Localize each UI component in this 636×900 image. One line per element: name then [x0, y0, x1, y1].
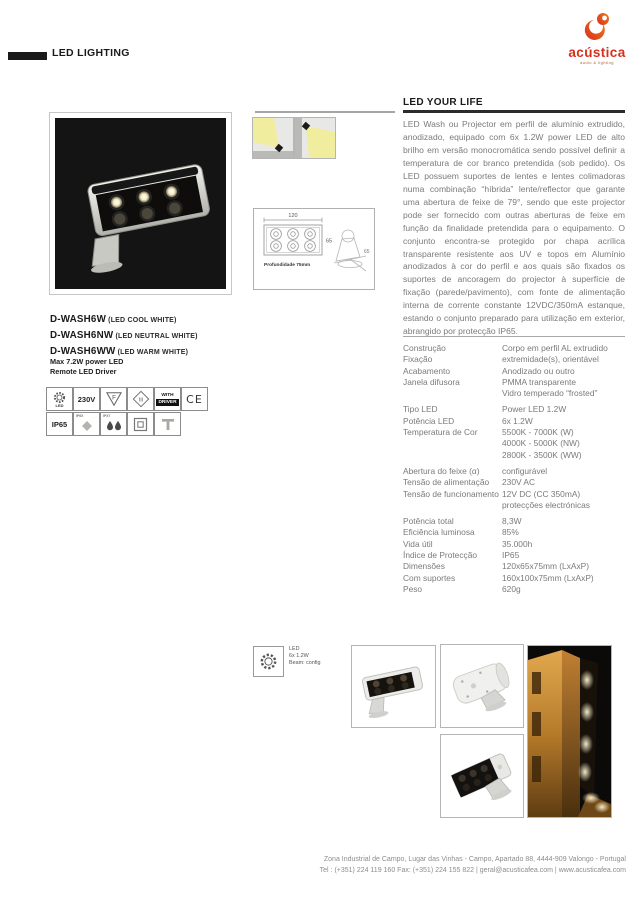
spec-table: [403, 343, 629, 595]
category-bar: [8, 52, 47, 60]
spec-value: 620g: [502, 583, 521, 594]
spec-label: Potência LED: [403, 415, 455, 426]
brand-logo: [560, 12, 634, 65]
spec-label: [403, 438, 502, 449]
product-model: D-WASH6W: [50, 314, 107, 325]
spec-row: [403, 477, 629, 488]
water-drops-icon: [106, 421, 122, 431]
power-note: Max 7.2W power LED: [50, 357, 124, 366]
spec-label: Construção: [403, 343, 446, 353]
product-description: LED Wash ou Projector em perfil de alumínio extrudido, anodizado, equipado com 6x 1.2W power LED de alto brilho em versão monocromática sendo possível definir a temperatura de cor branco pretendida (sob pedido). Os LED possuem suportes de lentes e lentes colimadoras numa combinação “híbrida” lente/reflector que garante uma abertura de feixe de 79°, sendo que este projector pode ser fornecido com outras aberturas de feixe em função da finalidade pretendida para o equipamento. O conjunto encontra-se protegido por chapa acrílica transparente resistente aos UV e topos em Alumínio anodizados à cor do perfil e aos quais são fixados os suportes de ancoragem do projector à superfície de fixação (parede/pavimento), com fonte de alimentação interna de corrente constante 12VDC/350mA estanque, estando o conjunto preparado para utilização em exterior, abrangido por protecção IP65.: [403, 119, 625, 337]
spec-row: [403, 416, 629, 427]
footer: [230, 855, 626, 876]
dim-120: 120: [288, 213, 298, 219]
spec-label: Eficiência luminosa: [403, 527, 475, 538]
spec-label: Dimensões: [403, 561, 445, 572]
spec-value: 120x65x75mm (LxAxP): [502, 561, 590, 572]
svg-text:III: III: [138, 397, 143, 404]
ip65-label: IP65: [51, 419, 68, 429]
led-gear-icon: [53, 391, 66, 404]
fixture-front-illustration: [352, 646, 435, 727]
product-variant: [50, 311, 270, 327]
badge-ip6x-dust: [73, 412, 100, 436]
svg-text:F: F: [111, 394, 116, 402]
badge-ce: [181, 387, 208, 411]
spec-row: [403, 466, 629, 477]
spec-row: [403, 527, 629, 538]
spec-value: 6x 1.2W: [502, 415, 533, 426]
photo-fixture-angled: [440, 734, 524, 818]
dim-65: 65: [326, 238, 333, 245]
spec-value: extremidade(s), orientável: [502, 354, 599, 365]
badge-led: [46, 387, 73, 411]
product-variant-list: [50, 311, 270, 360]
product-model: D-WASH6WW: [50, 346, 116, 358]
spec-label: Tensão de funcionamento: [403, 488, 499, 499]
badge-ipx7-water: [100, 412, 127, 436]
spec-value: IP65: [502, 550, 520, 561]
photo-fixture-front: [351, 645, 436, 728]
footer-contacts: Tel : (+351) 224 119 160 Fax: (+351) 224 155 822 | geral@acusticafea.com | www.acusticafea.com: [319, 866, 626, 874]
led-gear-icon-large: [259, 652, 278, 671]
beam-diagram-uplight: [252, 117, 294, 159]
section-title-rule: [403, 110, 625, 113]
depth-label: Profundidade 75mm: [264, 263, 311, 268]
middle-divider-line: [255, 111, 395, 113]
product-variant-desc: (LED COOL WHITE): [106, 317, 177, 324]
spec-label: Temperatura de Cor: [403, 427, 478, 438]
f-triangle-icon: [105, 391, 123, 407]
spec-row: [403, 377, 629, 388]
hero-black-background: [55, 118, 226, 289]
night-facade-illustration: [528, 646, 611, 817]
uplight-beam-illustration: [253, 118, 293, 158]
spec-value: Anodizado ou outro: [502, 365, 575, 376]
spec-row: [403, 388, 629, 399]
driver-note: Remote LED Driver: [50, 366, 117, 376]
spec-label: [403, 500, 502, 511]
downlight-beam-illustration: [295, 118, 335, 158]
badge-f-mark: [100, 387, 127, 411]
ce-label: CE: [186, 392, 203, 406]
badge-class-iii: [127, 387, 154, 411]
badge-230v-label: 230V: [77, 394, 96, 404]
pole-mount-icon: [160, 417, 176, 432]
spec-label: Tipo LED: [403, 404, 438, 415]
side-dim-65: 65: [364, 249, 370, 255]
spec-value: 5500K - 7000K (W): [502, 427, 574, 438]
brand-name: acústica: [568, 45, 626, 60]
brand-tagline: audio & lighting: [580, 60, 614, 65]
spec-row: [403, 438, 629, 449]
led-config-line2: 6x 1.2W: [289, 653, 309, 659]
spec-value: 160x100x75mm (LxAxP): [502, 572, 594, 583]
footer-address: Zona Industrial de Campo, Lugar das Vinhas - Campo, Apartado 88, 4444-909 Valongo - Portugal: [323, 856, 626, 863]
spec-row: [403, 450, 629, 461]
spec-value: PMMA transparente: [502, 376, 577, 387]
led-config-badge: [253, 646, 284, 677]
class-ii-double-square-icon: [133, 417, 148, 432]
spec-row: [403, 343, 629, 354]
spec-row: [403, 561, 629, 572]
led-config-line3: Beam: config: [289, 660, 321, 666]
category-label: LED LIGHTING: [52, 47, 130, 59]
product-variant-desc: (LED WARM WHITE): [115, 349, 189, 357]
fixture-angled-illustration: [441, 735, 523, 817]
fixture-rear-illustration: [441, 645, 523, 727]
spec-row: [403, 516, 629, 527]
spec-value: Power LED 1.2W: [502, 404, 567, 415]
dimension-drawing: [254, 209, 374, 289]
technical-drawing: [253, 208, 375, 290]
spec-label: Tensão de alimentação: [403, 477, 490, 488]
spec-row: [403, 500, 629, 511]
spec-row: [403, 366, 629, 377]
spec-label: Peso: [403, 583, 423, 594]
product-variant-desc: (LED NEUTRAL WHITE): [113, 333, 198, 341]
spec-value: 12V DC (CC 350mA): [502, 488, 581, 499]
badge-pole-mount: [154, 412, 181, 436]
spec-row: [403, 550, 629, 561]
spec-label: Com suportes: [403, 572, 456, 583]
spec-value: 8,3W: [502, 516, 522, 527]
spec-row: [403, 539, 629, 550]
class-iii-diamond-icon: [132, 390, 150, 408]
spec-row: [403, 584, 629, 595]
spec-label: [403, 450, 502, 461]
spec-row: [403, 404, 629, 415]
hero-fixture-illustration: [55, 118, 226, 289]
section-title: LED YOUR LIFE: [403, 97, 483, 108]
driver-label: DRIVER: [158, 399, 177, 405]
spec-row: [403, 354, 629, 365]
spec-label: Vida útil: [403, 538, 433, 549]
spec-row: [403, 427, 629, 438]
photo-fixture-rear: [440, 644, 524, 728]
product-notes: [50, 357, 123, 376]
spec-divider-line: [403, 336, 625, 337]
product-variant: [50, 327, 270, 343]
spec-label: Índice de Protecção: [403, 550, 478, 561]
spec-label: Potência total: [403, 516, 454, 527]
spec-value: 2800K - 3500K (WW): [502, 449, 582, 460]
badge-230v: [73, 387, 100, 411]
badge-class-ii: [127, 412, 154, 436]
spec-label: Acabamento: [403, 365, 451, 376]
led-config-line1: LED: [289, 646, 300, 652]
spec-value: protecções electrónicas: [502, 499, 590, 510]
spec-value: Corpo em perfil AL extrudido: [502, 343, 608, 353]
spec-label: Fixação: [403, 354, 433, 365]
product-model: D-WASH6NW: [50, 330, 114, 342]
spec-value: 85%: [502, 527, 519, 538]
spec-value: Vidro temperado “frosted”: [502, 388, 598, 399]
with-label: WITH: [161, 392, 174, 398]
badge-ip65: [46, 412, 73, 436]
spec-value: 35.000h: [502, 538, 533, 549]
spec-row: [403, 573, 629, 584]
spec-label: [403, 388, 502, 399]
spec-label: Abertura do feixe (α): [403, 465, 480, 476]
spec-value: 230V AC: [502, 477, 536, 488]
badge-led-label: LED: [55, 402, 64, 408]
beam-diagram-downlight: [294, 117, 336, 159]
hero-product-image: [49, 112, 232, 295]
spec-value: configurável: [502, 465, 548, 476]
ip6x-label: IP6X: [76, 414, 84, 418]
led-config-text: [289, 646, 320, 667]
dust-diamond-icon: [80, 419, 94, 433]
photo-application-night: [527, 645, 612, 818]
spec-value: 4000K - 5000K (NW): [502, 438, 580, 449]
spec-row: [403, 489, 629, 500]
spec-label: Janela difusora: [403, 376, 460, 387]
brand-swirl-icon: [580, 12, 614, 46]
badge-with-driver: [154, 387, 181, 411]
ipx7-label: IPX7: [103, 414, 111, 418]
